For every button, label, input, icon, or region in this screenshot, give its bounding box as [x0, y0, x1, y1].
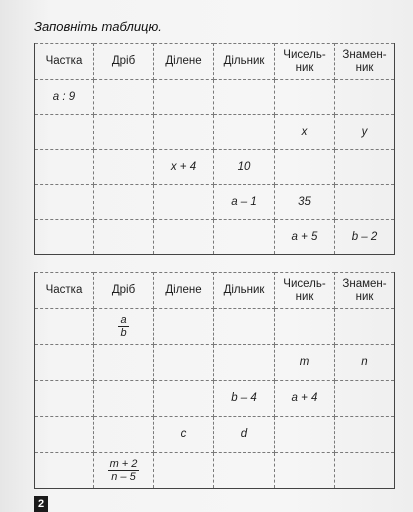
table-cell[interactable]: c: [154, 417, 214, 453]
table-cell[interactable]: [335, 185, 395, 220]
header-cell: Дріб: [94, 44, 154, 80]
header-cell: Дріб: [94, 273, 154, 309]
table-cell[interactable]: [154, 115, 214, 150]
header-cell: Частка: [35, 44, 94, 80]
header-cell: Частка: [35, 273, 94, 309]
table-cell[interactable]: x + 4: [154, 150, 214, 185]
table-cell[interactable]: [214, 220, 275, 255]
table-cell[interactable]: [35, 150, 94, 185]
table-cell[interactable]: [94, 220, 154, 255]
table-cell[interactable]: [335, 453, 395, 489]
table-cell[interactable]: [35, 381, 94, 417]
table-row: [35, 309, 395, 345]
table-cell[interactable]: [154, 381, 214, 417]
fraction: [118, 314, 128, 339]
table-cell[interactable]: [214, 80, 275, 115]
table-cell[interactable]: [35, 309, 94, 345]
table-cell[interactable]: d: [214, 417, 275, 453]
table-cell[interactable]: [214, 309, 275, 345]
table-1: [34, 43, 395, 255]
table-cell[interactable]: [35, 115, 94, 150]
table-cell[interactable]: [94, 80, 154, 115]
table-cell[interactable]: [154, 345, 214, 381]
table-cell[interactable]: [94, 115, 154, 150]
table-cell[interactable]: 10: [214, 150, 275, 185]
fraction-denominator: n – 5: [111, 471, 136, 483]
table-cell[interactable]: 35: [275, 185, 335, 220]
table-cell[interactable]: [335, 150, 395, 185]
table-cell[interactable]: [275, 150, 335, 185]
table-row: [35, 115, 395, 150]
table-cell[interactable]: b – 2: [335, 220, 395, 255]
instruction-text: Заповніть таблицю.: [34, 19, 162, 34]
table-cell[interactable]: [94, 345, 154, 381]
fraction-denominator: b: [120, 327, 127, 339]
table-cell[interactable]: [94, 309, 154, 345]
table-cell[interactable]: [335, 309, 395, 345]
table-2: [34, 272, 395, 489]
fraction-numerator: m + 2: [109, 458, 138, 470]
table-cell[interactable]: [275, 453, 335, 489]
table-cell[interactable]: b – 4: [214, 381, 275, 417]
table-cell[interactable]: [214, 345, 275, 381]
header-cell: Ділене: [154, 44, 214, 80]
table-row: [35, 417, 395, 453]
table-cell[interactable]: [35, 220, 94, 255]
table-row: [35, 453, 395, 489]
header-cell: Чисель- ник: [275, 44, 335, 80]
table-cell[interactable]: x: [275, 115, 335, 150]
table-cell[interactable]: [35, 345, 94, 381]
table-cell[interactable]: a + 5: [275, 220, 335, 255]
table-cell[interactable]: [154, 185, 214, 220]
table-cell[interactable]: [335, 417, 395, 453]
table-cell[interactable]: a + 4: [275, 381, 335, 417]
header-cell: Знамен- ник: [335, 273, 395, 309]
table-cell[interactable]: [35, 453, 94, 489]
table-row: [35, 381, 395, 417]
table-cell[interactable]: [94, 185, 154, 220]
table-row: [35, 220, 395, 255]
table-cell[interactable]: a : 9: [35, 80, 94, 115]
table-cell[interactable]: [94, 417, 154, 453]
table-cell[interactable]: [154, 453, 214, 489]
table-cell[interactable]: [35, 185, 94, 220]
header-cell: Знамен- ник: [335, 44, 395, 80]
table-cell[interactable]: [94, 453, 154, 489]
header-row: [35, 273, 395, 309]
fraction: [108, 458, 140, 483]
header-cell: Ділене: [154, 273, 214, 309]
table-cell[interactable]: [275, 417, 335, 453]
table-cell[interactable]: [214, 453, 275, 489]
table-row: [35, 185, 395, 220]
table-cell[interactable]: [335, 381, 395, 417]
table-cell[interactable]: [275, 80, 335, 115]
table-cell[interactable]: a – 1: [214, 185, 275, 220]
table-cell[interactable]: [154, 309, 214, 345]
table-row: [35, 150, 395, 185]
table-cell[interactable]: [335, 80, 395, 115]
table-row: [35, 80, 395, 115]
header-cell: Дільник: [214, 273, 275, 309]
table-cell[interactable]: [214, 115, 275, 150]
header-cell: Дільник: [214, 44, 275, 80]
table-cell[interactable]: n: [335, 345, 395, 381]
header-row: [35, 44, 395, 80]
table-cell[interactable]: [94, 150, 154, 185]
header-cell: Чисель- ник: [275, 273, 335, 309]
page-number: 2: [34, 496, 48, 512]
table-cell[interactable]: [154, 80, 214, 115]
table-row: [35, 345, 395, 381]
table-cell[interactable]: [35, 417, 94, 453]
table-cell[interactable]: y: [335, 115, 395, 150]
table-cell[interactable]: m: [275, 345, 335, 381]
table-cell[interactable]: [94, 381, 154, 417]
table-cell[interactable]: [275, 309, 335, 345]
table-cell[interactable]: [154, 220, 214, 255]
fraction-numerator: a: [120, 314, 127, 326]
